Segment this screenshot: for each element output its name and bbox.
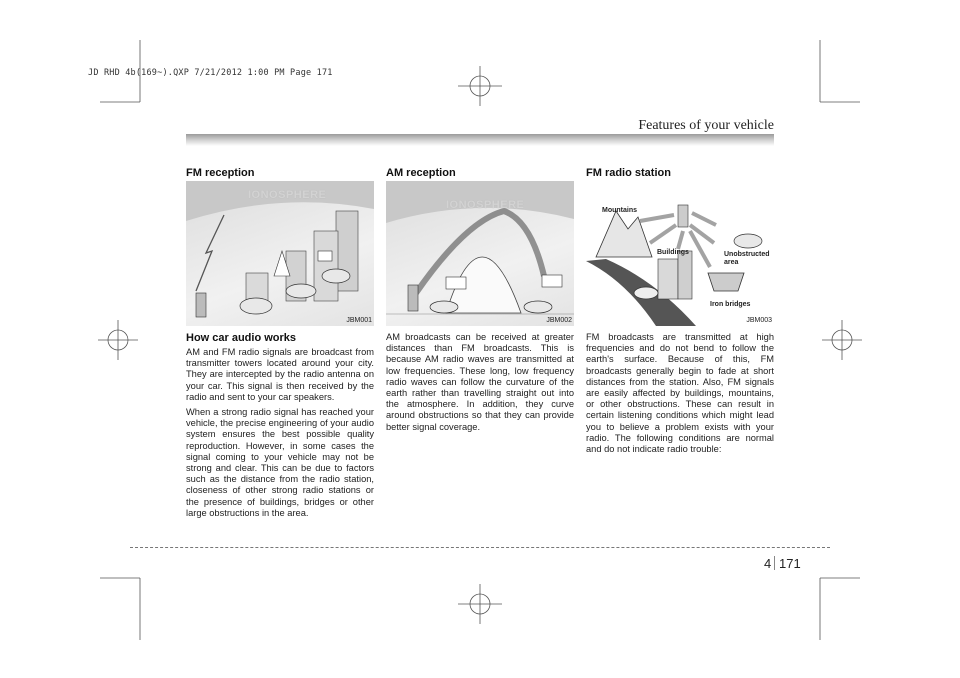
paragraph: AM and FM radio signals are broadcast from transmitter towers located around your city. They are intercepted by the radio antenna on your car. This signal is then received by the radio and sent to your car speakers. xyxy=(186,347,374,402)
figure-code: JBM003 xyxy=(746,317,772,324)
print-slug: JD RHD 4b(169~).QXP 7/21/2012 1:00 PM Page 171 xyxy=(88,68,333,78)
figure-title-am-reception: AM reception xyxy=(386,167,456,179)
label-buildings: Buildings xyxy=(657,249,689,256)
figure-fm-radio-station xyxy=(586,181,774,326)
paragraph: AM broadcasts can be received at greater distances than FM broadcasts. This is because AM radio waves are transmitted at low frequencies. These long, low frequency radio waves can follow the curvature of the earth rather than travelling straight out into the atmosphere. In addition, they curve around obstructions so that they can provide better signal coverage. xyxy=(386,332,574,432)
column-2 xyxy=(386,166,574,437)
chapter-number: 4 xyxy=(764,556,772,571)
figure-code: JBM002 xyxy=(546,317,572,324)
label-unobstructed-area: Unobstructed area xyxy=(724,251,770,266)
column-1 xyxy=(186,166,374,523)
ionosphere-label: IONOSPHERE xyxy=(446,199,525,211)
figure-title-fm-reception: FM reception xyxy=(186,167,255,179)
figure-am-reception xyxy=(386,181,574,326)
page-number-divider xyxy=(774,556,775,570)
label-mountains: Mountains xyxy=(602,207,637,214)
figure-fm-reception xyxy=(186,181,374,326)
paragraph: When a strong radio signal has reached your vehicle, the precise engineering of your audio system ensures the best possible quality reproduction. However, in some cases the signal coming to your vehicle may not be strong and clear. This can be due to factors such as the distance from the radio station, closeness of other strong radio stations or the presence of buildings, bridges or other large obstructions in the area. xyxy=(186,407,374,518)
column-3 xyxy=(586,166,774,459)
section-heading: How car audio works xyxy=(186,332,297,344)
footer-rule xyxy=(130,547,830,548)
running-header-title: Features of your vehicle xyxy=(638,118,774,133)
paragraph: FM broadcasts are transmitted at high frequencies and do not bend to follow the earth's surface. Because of this, FM broadcasts generally begin to fade at short distances from the station. Also, FM signals are easily affected by buildings, mountains, or other obstructions. These can result in certain listening conditions which might lead you to believe a problem exists with your radio. The following conditions are normal and do not indicate radio trouble: xyxy=(586,332,774,455)
fm-reception-illustration xyxy=(186,181,374,326)
ionosphere-label: IONOSPHERE xyxy=(248,189,327,201)
header-rule xyxy=(186,134,774,146)
figure-title-fm-radio-station: FM radio station xyxy=(586,167,671,179)
figure-code: JBM001 xyxy=(346,317,372,324)
page-number: 171 xyxy=(779,556,801,571)
label-iron-bridges: Iron bridges xyxy=(710,301,751,308)
